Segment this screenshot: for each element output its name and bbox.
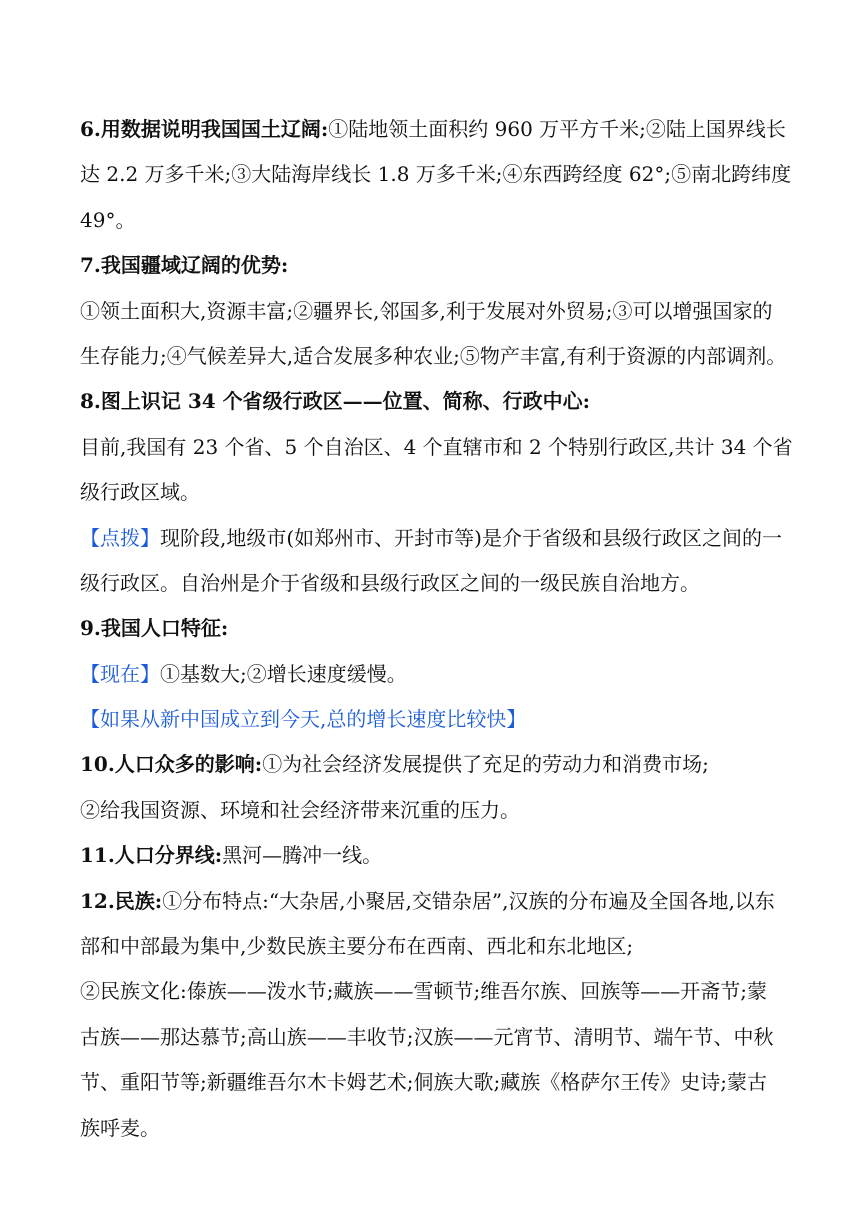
item10-text-1: ①为社会经济发展提供了充足的劳动力和消费市场; — [262, 752, 709, 777]
item12-text-5: 节、重阳节等;新疆维吾尔木卡姆艺术;侗族大歌;藏族《格萨尔王传》史诗;蒙古 — [80, 1070, 767, 1095]
item9-note: 【如果从新中国成立到今天,总的增长速度比较快】 — [80, 707, 527, 732]
item11-heading: 11.人口分界线: — [80, 843, 223, 868]
item6-text-2: 达 2.2 万多千米;③大陆海岸线长 1.8 万多千米;④东西跨经度 62°;⑤南北跨纬度 — [80, 162, 792, 187]
document-page — [80, 107, 793, 1151]
item7-heading: 7.我国疆域辽阔的优势: — [80, 253, 289, 278]
item9-heading: 9.我国人口特征: — [80, 616, 229, 641]
item6-line2 — [80, 152, 792, 197]
item8-tip-line2: 级行政区。自治州是介于省级和县级行政区之间的一级民族自治地方。 — [80, 570, 700, 595]
item12-text-6: 族呼麦。 — [80, 1115, 160, 1140]
item8-heading: 8.图上识记 34 个省级行政区——位置、简称、行政中心: — [80, 389, 591, 414]
now-tag: 【现在】 — [80, 661, 160, 686]
item10-heading: 10.人口众多的影响: — [80, 752, 263, 777]
item12-text-3: ②民族文化:傣族——泼水节;藏族——雪顿节;维吾尔族、回族等——开斋节;蒙 — [80, 979, 767, 1004]
item12-text-4: 古族——那达慕节;高山族——丰收节;汉族——元宵节、清明节、端午节、中秋 — [80, 1024, 774, 1049]
item7-text-1: ①领土面积大,资源丰富;②疆界长,邻国多,利于发展对外贸易;③可以增强国家的 — [80, 298, 773, 323]
item7-text-2: 生存能力;④气候差异大,适合发展多种农业;⑤物产丰富,有利于资源的内部调剂。 — [80, 343, 787, 368]
item12-text-1: ①分布特点:“大杂居,小聚居,交错杂居”,汉族的分布遍及全国各地,以东 — [162, 888, 775, 913]
item10-text-2: ②给我国资源、环境和社会经济带来沉重的压力。 — [80, 797, 520, 822]
item6-text-3: 49°。 — [80, 207, 136, 232]
item6-line3 — [80, 198, 780, 243]
item6-heading: 6.用数据说明我国国土辽阔: — [80, 117, 329, 141]
item6-text-1: ①陆地领土面积约 960 万平方千米;②陆上国界线长 — [328, 117, 786, 141]
item11-text: 黑河—腾冲一线。 — [222, 843, 383, 868]
item12-text-2: 部和中部最为集中,少数民族主要分布在西南、西北和东北地区; — [80, 934, 634, 959]
tip-text-1: 现阶段,地级市(如郑州市、开封市等)是介于省级和县级行政区之间的一 — [160, 525, 782, 550]
now-text: ①基数大;②增长速度缓慢。 — [160, 661, 407, 686]
item10-line1 — [80, 742, 780, 787]
item8-text-1: 目前,我国有 23 个省、5 个自治区、4 个直辖市和 2 个特别行政区,共计 34 个省 — [80, 434, 793, 459]
item8-tip-line1 — [80, 516, 780, 561]
item12-heading: 12.民族: — [80, 888, 163, 913]
item9-now-line — [80, 652, 780, 697]
item11-line — [80, 833, 780, 878]
item6-line1 — [80, 107, 786, 152]
item8-text-2: 级行政区域。 — [80, 480, 200, 505]
tip-tag: 【点拨】 — [80, 525, 160, 550]
item12-line1 — [80, 879, 780, 924]
